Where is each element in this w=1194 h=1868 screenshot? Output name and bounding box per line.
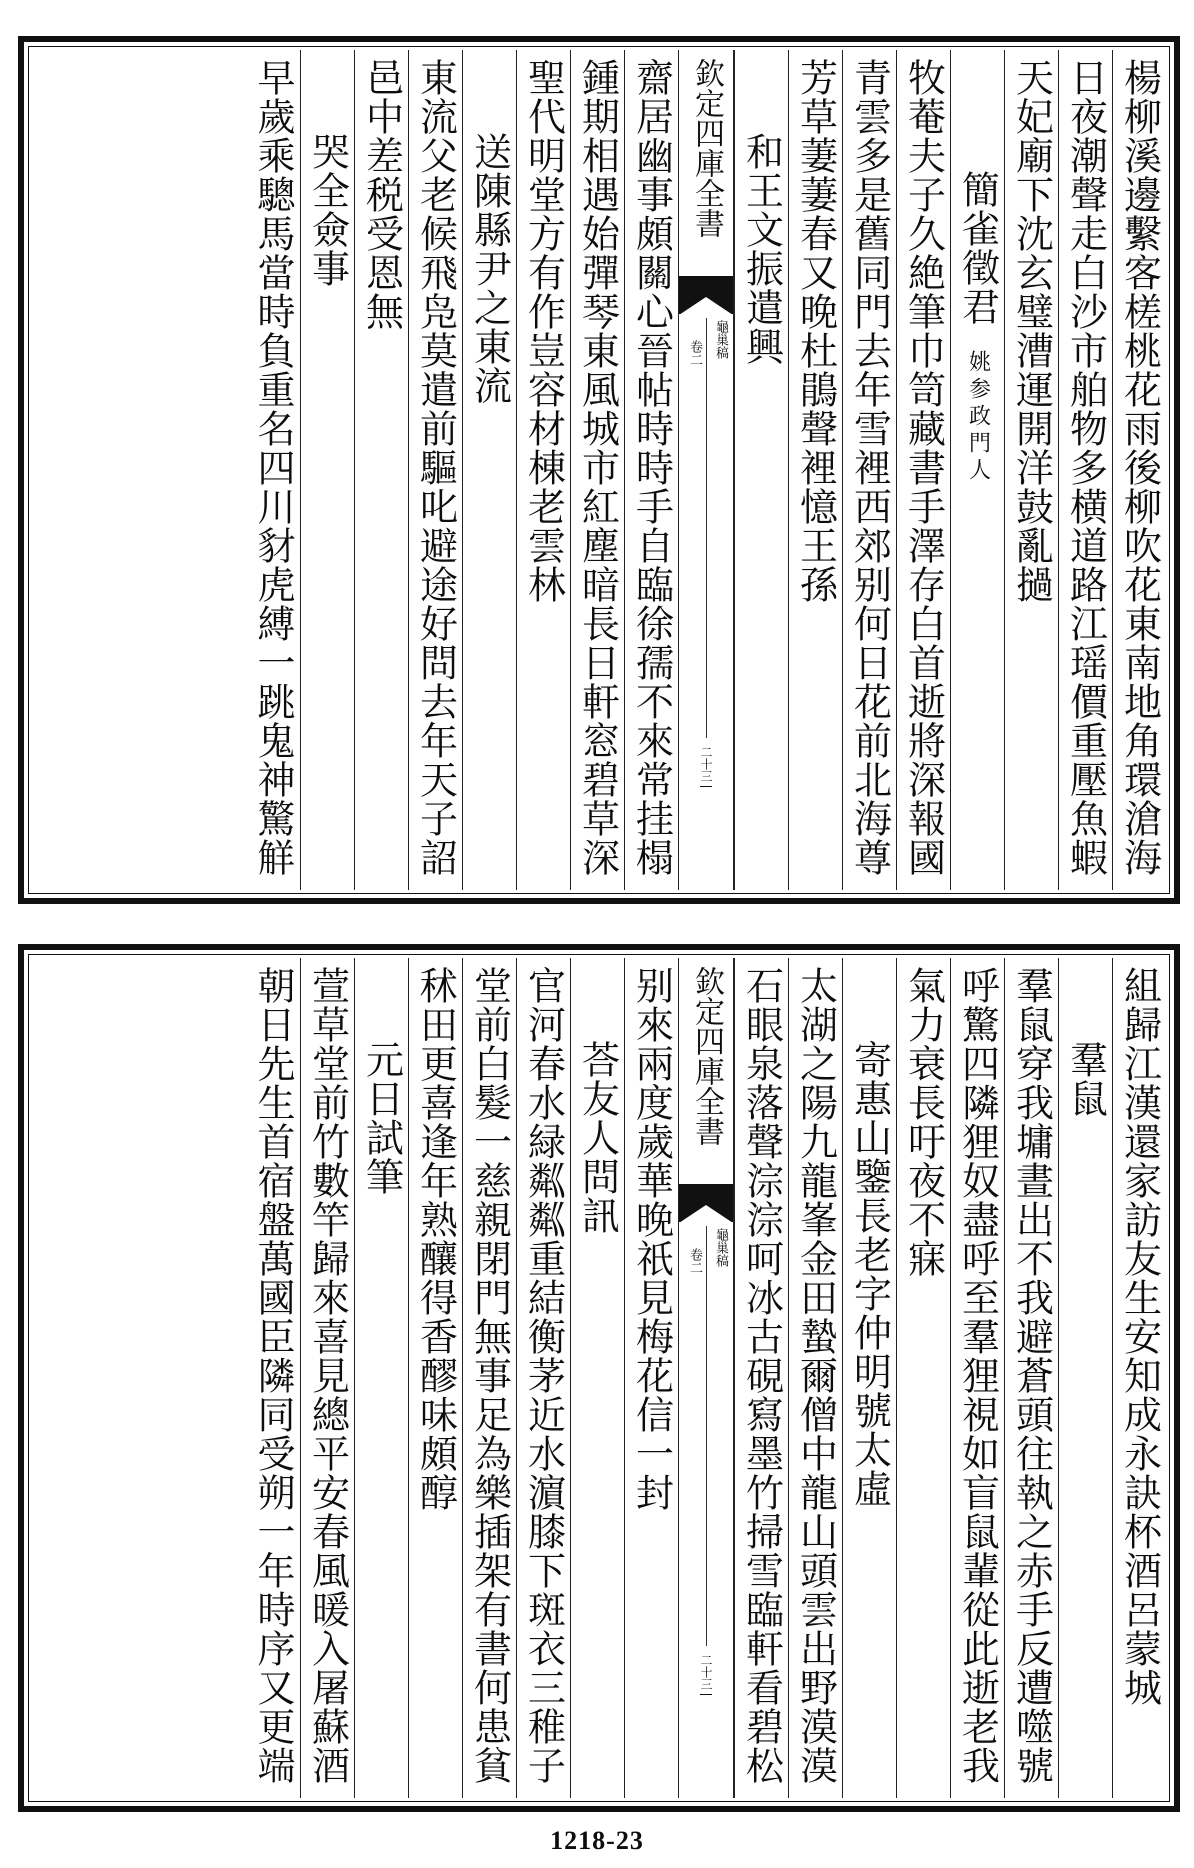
column-text: 組歸江漢還家訪友生安知成永訣杯酒呂蒙城: [1117, 966, 1162, 1707]
column-text: 天妃廟下沈玄璧漕運開洋鼓亂撾: [1009, 58, 1054, 604]
poem-title: 和王文振遣興: [739, 132, 784, 366]
text-column: [1112, 958, 1166, 1798]
poem-title-column: [570, 958, 624, 1798]
text-column: [1112, 50, 1166, 890]
column-text: 萱草堂前竹數竿歸來喜見總平安春風暖入屠蘇酒: [305, 966, 350, 1785]
text-column: [408, 958, 462, 1798]
text-column: [1004, 958, 1058, 1798]
column-text: 青雲多是舊同門去年雪裡西郊别何日花前北海尊: [847, 58, 892, 877]
poem-title: 荅友人問訊: [575, 1040, 620, 1235]
column-text: 氣力衰長吁夜不寐: [901, 966, 946, 1278]
column-text: 日夜潮聲走白沙市舶物多横道路江瑶價重壓魚蝦: [1063, 58, 1108, 877]
poem-title: 簡雀徵君: [955, 170, 1000, 326]
text-column: [734, 958, 788, 1798]
page-number: 1218-23: [550, 1826, 644, 1855]
text-column: [246, 958, 300, 1798]
text-column: [896, 958, 950, 1798]
column-text: 堂前白髮一慈親閉門無事足為樂插架有書何患貧: [467, 966, 512, 1785]
book-title: 龜巢稿: [713, 320, 728, 359]
collection-title: 欽定四庫全書: [689, 966, 724, 1146]
text-column: [1058, 50, 1112, 890]
column-text: 芳草萋萋春又晚杜鵑聲裡憶王孫: [793, 58, 838, 604]
poem-title: 羣鼠: [1063, 1040, 1108, 1118]
text-column: [896, 50, 950, 890]
center-rule: [706, 1226, 707, 1646]
book-title: 龜巢稿: [713, 1228, 728, 1267]
poem-title: 送陳縣尹之東流: [467, 132, 512, 405]
folio-number: 二十三: [700, 1654, 712, 1695]
text-column: [1004, 50, 1058, 890]
column-text: 太湖之陽九龍峯金田蟄爾僧中龍山頭雲出野漠漠: [793, 966, 838, 1785]
column-text: 别來兩度歲華晚祇見梅花信一封: [629, 966, 674, 1512]
upper-text-columns: [32, 50, 1166, 890]
poem-title: 寄惠山鑒長老字仲明號太虛: [847, 1040, 892, 1508]
column-text: 楊柳溪邊繫客槎桃花雨後柳吹花東南地角環滄海: [1117, 58, 1162, 877]
text-column: [624, 50, 678, 890]
column-text: 朝日先生首宿盤萬國臣隣同受朔一年時序又更端: [251, 966, 295, 1785]
interlinear-note: 姚参政門人: [965, 350, 991, 485]
upper-page: [18, 36, 1180, 904]
text-column: [624, 958, 678, 1798]
center-column-banxin: [678, 50, 734, 890]
column-text: 東流父老候飛凫莫遣前驅叱避途好問去年天子詔: [413, 58, 458, 877]
column-text: 秫田更喜逢年熟釀得香醪味頗醇: [413, 966, 458, 1512]
poem-title-column: [950, 50, 1004, 890]
text-column: [788, 50, 842, 890]
text-column: [516, 958, 570, 1798]
column-text: 牧菴夫子久絶筆巾笥藏書手澤存白首逝將深報國: [901, 58, 946, 877]
column-text: 石眼泉落聲淙淙呵冰古硯寫墨竹掃雪臨軒看碧松: [739, 966, 784, 1785]
column-text: 官河春水緑粼粼重結衡茅近水濵膝下斑衣三稚子: [521, 966, 566, 1785]
text-column: [300, 958, 354, 1798]
column-text: 呼驚四隣狸奴盡呼至羣狸視如盲鼠輩從此逝老我: [955, 966, 1000, 1785]
column-text: 邑中差税受恩無: [359, 58, 404, 331]
center-column-banxin: [678, 958, 734, 1798]
poem-title-column: [354, 958, 408, 1798]
text-column: [788, 958, 842, 1798]
column-text: 齋居幽事頗關心晉帖時時手自臨徐孺不來常挂榻: [629, 58, 674, 877]
text-column: [516, 50, 570, 890]
poem-title: 哭全僉事: [305, 132, 350, 288]
lower-text-columns: [32, 958, 1166, 1798]
collection-title: 欽定四庫全書: [689, 58, 724, 238]
poem-title-column: [462, 50, 516, 890]
text-column: [354, 50, 408, 890]
text-column: [570, 50, 624, 890]
poem-title-column: [1058, 958, 1112, 1798]
text-column: [842, 50, 896, 890]
text-column: [408, 50, 462, 890]
text-column: [246, 50, 300, 890]
column-text: 鍾期相遇始彈琴東風城市紅塵暗長日軒窓碧草深: [575, 58, 620, 877]
column-text: 羣鼠穿我墉晝出不我避蒼頭往執之赤手反遭噬號: [1009, 966, 1054, 1785]
lower-page: [18, 944, 1180, 1812]
column-text: 聖代明堂方有作豈容材棟老雲林: [521, 58, 566, 604]
volume-label: 卷二: [687, 340, 702, 366]
poem-title: 元日試筆: [359, 1040, 404, 1196]
poem-title-column: [842, 958, 896, 1798]
text-column: [462, 958, 516, 1798]
folio-number: 二十三: [700, 746, 712, 787]
text-column: [950, 958, 1004, 1798]
center-rule: [706, 318, 707, 738]
poem-title-column: [300, 50, 354, 890]
volume-label: 卷二: [687, 1248, 702, 1274]
fishtail-mark-icon: [679, 276, 733, 314]
poem-title-column: [734, 50, 788, 890]
column-text: 早歲乘驄馬當時負重名四川豺虎縛一跳鬼神驚觧: [251, 58, 295, 877]
fishtail-mark-icon: [679, 1184, 733, 1222]
